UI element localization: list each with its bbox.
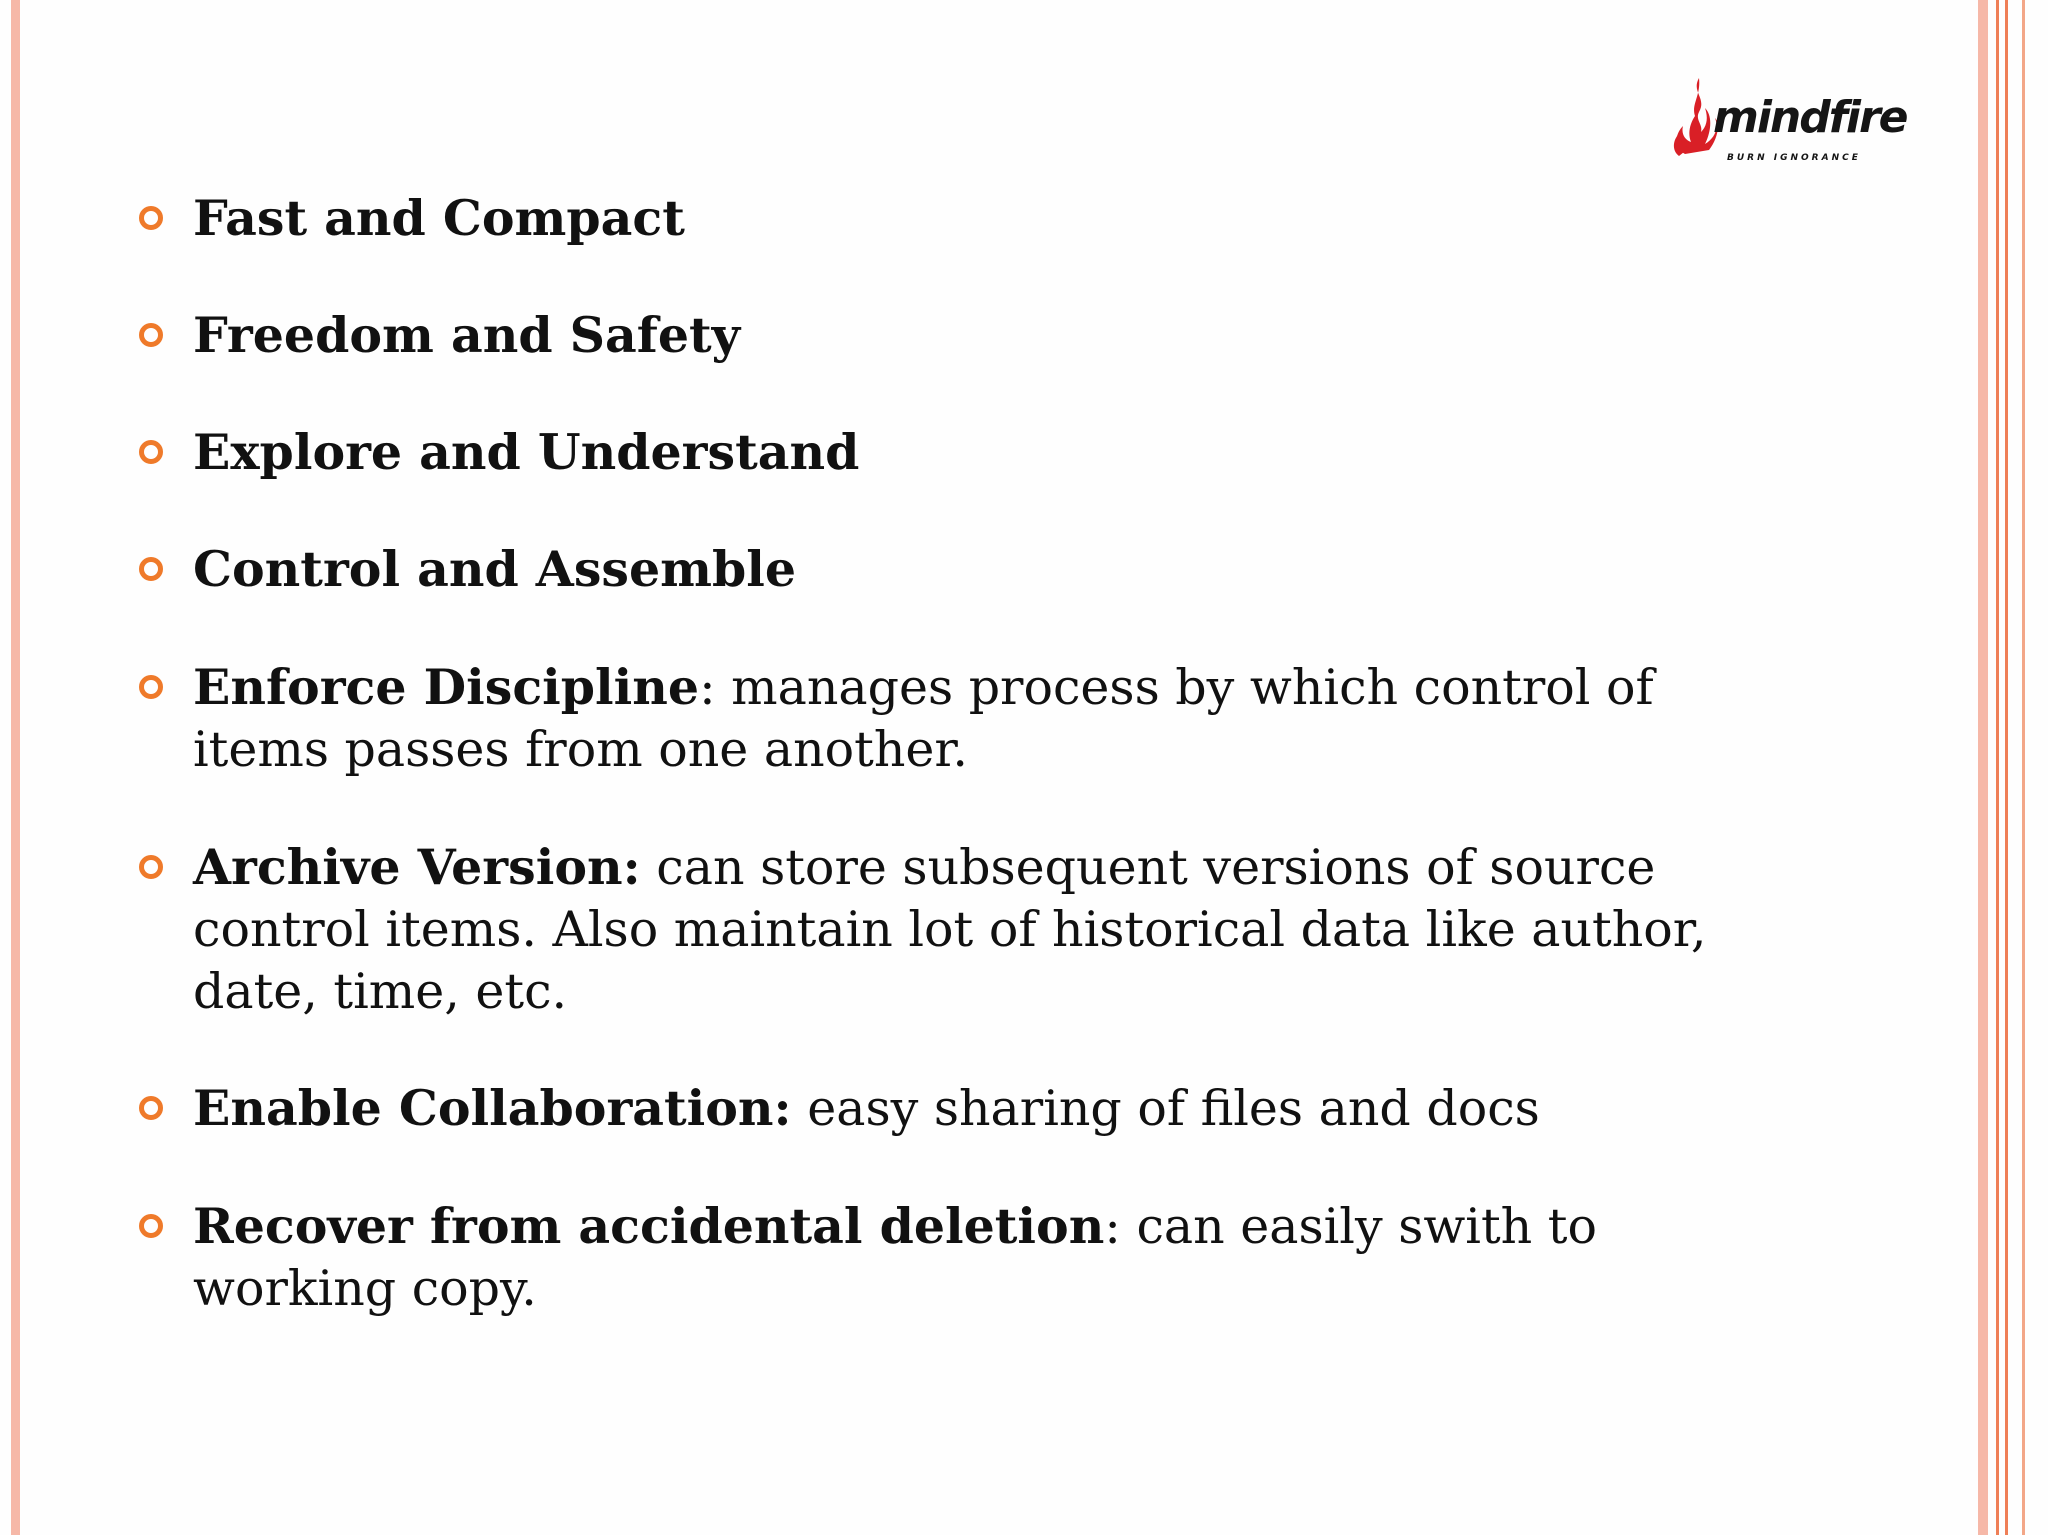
- left-border-decoration: [11, 0, 20, 1535]
- bullet-term: Fast and Compact: [193, 189, 685, 247]
- logo-wordmark: mindfire: [1713, 92, 1907, 143]
- circle-bullet-icon: [139, 440, 163, 464]
- bullet-text: [193, 304, 1773, 367]
- right-border-line: [1996, 0, 1999, 1535]
- bullet-term: Recover from accidental deletion: [193, 1197, 1105, 1255]
- bullet-description: easy sharing of files and docs: [791, 1080, 1540, 1137]
- bullet-separator: :: [699, 659, 716, 716]
- bullet-text: [193, 1195, 1773, 1320]
- circle-bullet-icon: [139, 855, 163, 879]
- bullet-term: Archive Version:: [193, 838, 641, 896]
- circle-bullet-icon: [139, 675, 163, 699]
- bullet-term: Explore and Understand: [193, 423, 860, 481]
- bullet-text: [193, 538, 1773, 601]
- circle-bullet-icon: [139, 1096, 163, 1120]
- right-border-line: [2005, 0, 2008, 1535]
- bullet-text: [193, 1077, 1773, 1140]
- circle-bullet-icon: [139, 557, 163, 581]
- bullet-text: [193, 656, 1773, 781]
- bullet-text: [193, 421, 1773, 484]
- bullet-term: Freedom and Safety: [193, 306, 741, 364]
- bullet-term: Enable Collaboration:: [193, 1079, 792, 1137]
- bullet-description: can store subsequent versions of source control items. Also maintain lot of historical data like author, date, time, etc.: [193, 839, 1707, 1020]
- bullet-text: [193, 836, 1773, 1023]
- bullet-separator: :: [1104, 1198, 1121, 1255]
- circle-bullet-icon: [139, 323, 163, 347]
- right-border-line: [2022, 0, 2025, 1535]
- logo-tagline: BURN IGNORANCE: [1727, 153, 1861, 163]
- mindfire-logo: [1665, 74, 1915, 174]
- bullet-term: Enforce Discipline: [193, 658, 700, 716]
- right-border-decoration: [1978, 0, 1988, 1535]
- circle-bullet-icon: [139, 1214, 163, 1238]
- bullet-description: can easily swith to working copy.: [193, 1198, 1597, 1317]
- bullet-term: Control and Assemble: [193, 540, 797, 598]
- bullet-text: [193, 187, 1773, 250]
- circle-bullet-icon: [139, 206, 163, 230]
- bullet-description: manages process by which control of items passes from one another.: [193, 659, 1654, 778]
